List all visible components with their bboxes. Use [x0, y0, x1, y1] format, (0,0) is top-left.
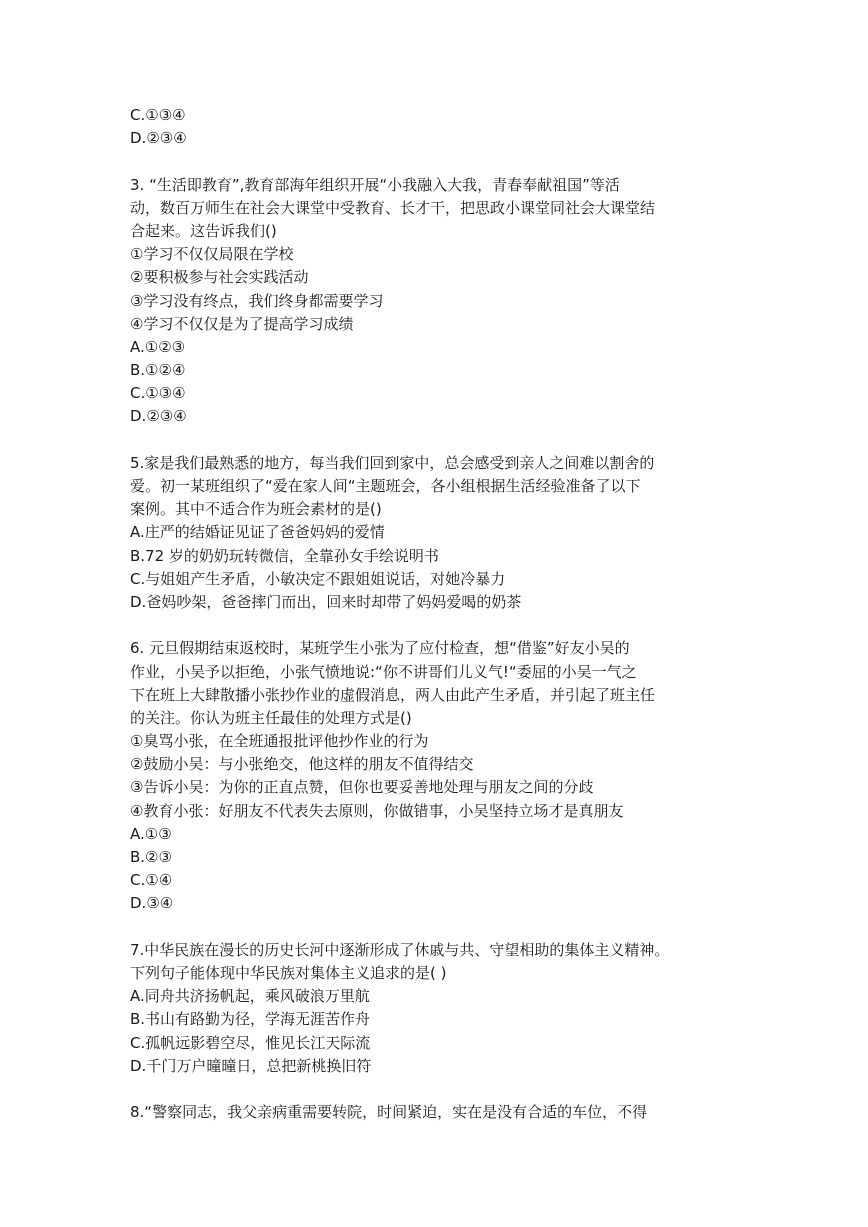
option-d: D.③④	[130, 894, 174, 913]
question-stem-line: 案例。其中不适合作为班会素材的是()	[130, 500, 382, 519]
question-stem-line: 下列句子能体现中华民族对集体主义追求的是( )	[130, 963, 447, 982]
question-5	[130, 452, 750, 614]
question-stem-line: 作业，小吴予以拒绝，小张气愤地说:“你不讲哥们儿义气!“委屈的小吴一气之	[130, 662, 637, 681]
question-stem-line: 7.中华民族在漫长的历史长河中逐渐形成了休戚与共、守望相助的集体主义精神。	[130, 940, 670, 959]
option-c: C.孤帆远影碧空尽，惟见长江天际流	[130, 1033, 371, 1052]
option-c: C.与姐姐产生矛盾，小敏决定不跟姐姐说话，对她冷暴力	[130, 569, 506, 588]
option-b: B.书山有路勤为径，学海无涯苦作舟	[130, 1010, 371, 1029]
statement-4: ④学习不仅仅是为了提高学习成绩	[130, 314, 354, 333]
option-d: D.②③④	[130, 407, 187, 426]
statement-4: ④教育小张：好朋友不代表失去原则，你做错事，小吴坚持立场才是真朋友	[130, 801, 624, 820]
option-d: D.②③④	[130, 129, 187, 148]
question-stem-line: 8.“警察同志，我父亲病重需要转院，时间紧迫，实在是没有合适的车位，不得	[130, 1103, 648, 1122]
option-c: C.①③④	[130, 384, 186, 403]
option-d: D.爸妈吵架，爸爸摔门而出，回来时却带了妈妈爱喝的奶茶	[130, 592, 522, 611]
statement-2: ②鼓励小吴：与小张绝交，他这样的朋友不值得结交	[130, 755, 474, 774]
option-c: C.①④	[130, 871, 173, 890]
question-stem-line: 5.家是我们最熟悉的地方，每当我们回到家中，总会感受到亲人之间难以割舍的	[130, 453, 655, 472]
question-3	[130, 174, 750, 429]
statement-3: ③告诉小吴：为你的正直点赞，但你也要妥善地处理与朋友之间的分歧	[130, 778, 594, 797]
option-a: A.庄严的结婚证见证了爸爸妈妈的爱情	[130, 523, 385, 542]
question-stem-line: 下在班上大肆散播小张抄作业的虚假消息，两人由此产生矛盾，并引起了班主任	[130, 685, 656, 704]
option-b: B.②③	[130, 848, 172, 866]
statement-3: ③学习没有终点，我们终身都需要学习	[130, 291, 384, 310]
question-stem-line: 6. 元旦假期结束返校时，某班学生小张为了应付检查，想“借鉴”好友小吴的	[130, 639, 630, 658]
previous-question-options	[130, 104, 750, 150]
option-d: D.千门万户曈曈日，总把新桃换旧符	[130, 1056, 372, 1075]
option-c: C.①③④	[130, 106, 186, 124]
option-a: A.①③	[130, 824, 172, 843]
option-b: B.①②④	[130, 361, 186, 380]
option-a: A.①②③	[130, 337, 186, 356]
question-stem-line: 爱。初一某班组织了“爱在家人间“主题班会，各小组根据生活经验准备了以下	[130, 477, 641, 495]
question-stem-line: 动，数百万师生在社会大课堂中受教育、长才干，把思政小课堂同社会大课堂结	[130, 198, 656, 217]
question-7	[130, 939, 750, 1078]
option-b: B.72 岁的奶奶玩转微信，全靠孙女手绘说明书	[130, 546, 439, 565]
question-6	[130, 637, 750, 915]
question-stem-line: 合起来。这告诉我们()	[130, 221, 277, 240]
statement-2: ②要积极参与社会实践活动	[130, 268, 309, 287]
question-stem-line: 的关注。你认为班主任最佳的处理方式是()	[130, 708, 412, 727]
question-stem-line: 3. “生活即教育”,教育部海年组织开展“小我融入大我，青春奉献祖国”等活	[130, 175, 620, 194]
exam-page	[130, 104, 750, 1124]
question-8	[130, 1101, 750, 1124]
statement-1: ①臭骂小张，在全班通报批评他抄作业的行为	[130, 732, 429, 751]
option-a: A.同舟共济扬帆起，乘风破浪万里航	[130, 987, 370, 1006]
statement-1: ①学习不仅仅局限在学校	[130, 245, 294, 264]
